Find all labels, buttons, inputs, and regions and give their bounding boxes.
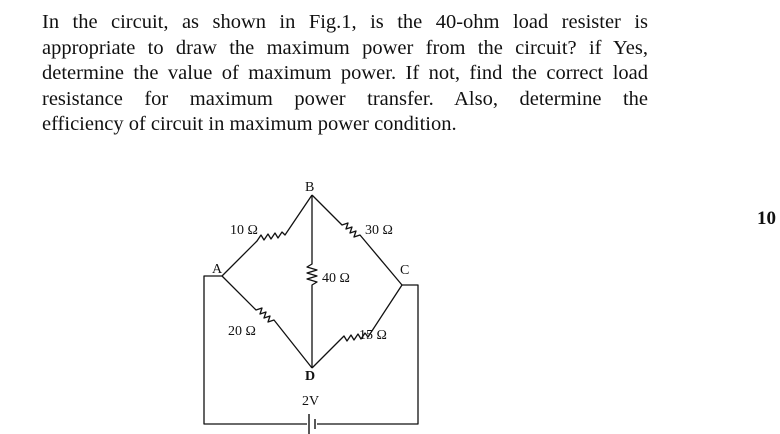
- question-line-3: determine the value of maximum power. If not, find the correct load: [42, 62, 648, 84]
- wire-d-c-resistor-15: [312, 285, 402, 368]
- marks-label: 10: [757, 208, 776, 229]
- resistor-label-40: 40 Ω: [322, 271, 350, 286]
- wire-c-to-source: [317, 285, 418, 424]
- node-label-a: A: [212, 262, 223, 277]
- wire-a-d-resistor-20: [222, 276, 312, 368]
- resistor-label-15: 15 Ω: [359, 328, 387, 343]
- question-line-1: In the circuit, as shown in Fig.1, is the 40-ohm load resister is: [42, 11, 648, 33]
- wire-b-d-resistor-40: [307, 195, 317, 368]
- source-label: 2V: [302, 394, 320, 409]
- resistor-label-20: 20 Ω: [228, 324, 256, 339]
- node-label-d: D: [305, 369, 316, 384]
- question-line-2: appropriate to draw the maximum power from the circuit? if Yes,: [42, 36, 648, 59]
- question-line-4: resistance for maximum power transfer. Also, determine the: [42, 87, 648, 110]
- resistor-label-10: 10 Ω: [230, 223, 258, 238]
- resistor-label-30: 30 Ω: [365, 223, 393, 238]
- node-label-b: B: [305, 180, 315, 195]
- node-label-c: C: [400, 263, 410, 278]
- question-line-5: efficiency of circuit in maximum power condition.: [42, 113, 457, 135]
- wire-a-to-source: [204, 276, 307, 424]
- battery-icon: [309, 414, 315, 434]
